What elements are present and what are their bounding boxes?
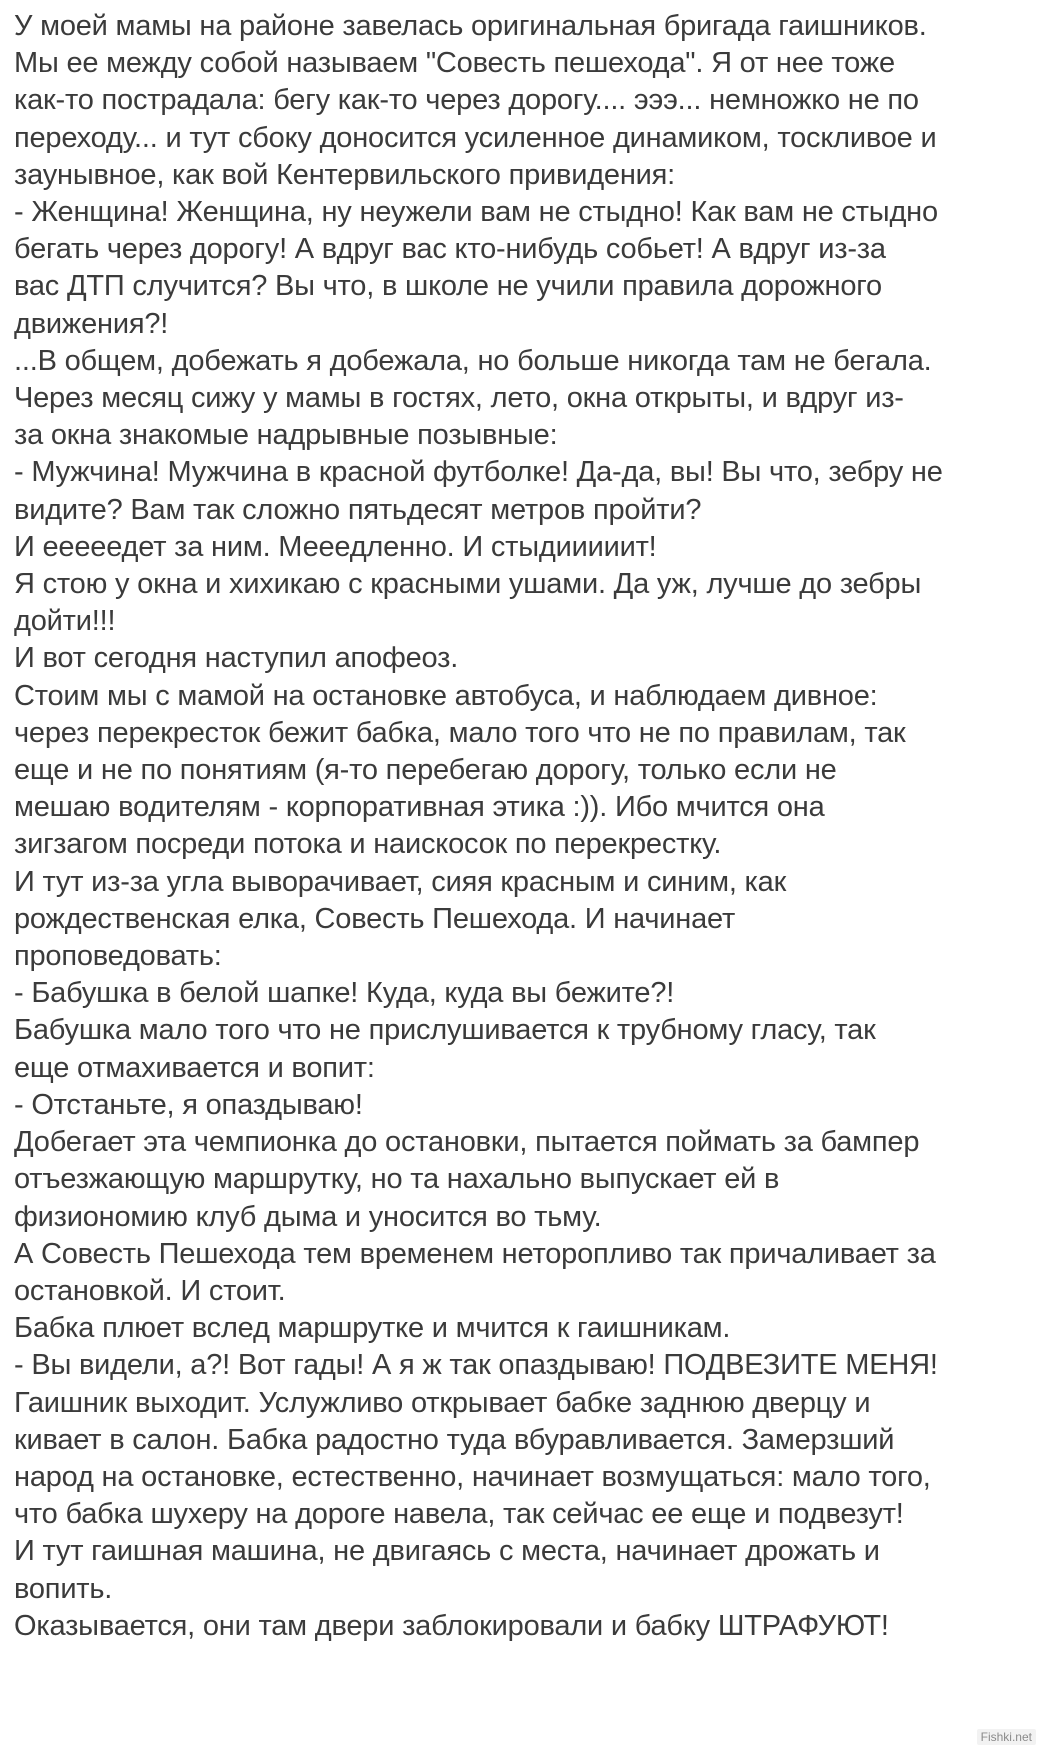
- text-line: Добегает эта чемпионка до остановки, пытается поймать за бампер: [14, 1126, 920, 1159]
- text-line: Мы ее между собой называем "Совесть пешехода". Я от нее тоже: [14, 47, 895, 80]
- text-line: ...В общем, добежать я добежала, но больше никогда там не бегала.: [14, 344, 932, 377]
- text-line: заунывное, как вой Кентервильского привидения:: [14, 158, 676, 191]
- text-line: бегать через дорогу! А вдруг вас кто-нибудь собьет! А вдруг из-за: [14, 233, 886, 266]
- text-line: отъезжающую маршрутку, но та нахально выпускает ей в: [14, 1163, 780, 1196]
- text-line: рождественская елка, Совесть Пешехода. И начинает: [14, 902, 736, 935]
- story-text: [14, 8, 1034, 1682]
- text-line: остановкой. И стоит.: [14, 1274, 286, 1307]
- text-line: - Отстаньте, я опаздываю!: [14, 1088, 363, 1121]
- text-line: кивает в салон. Бабка радостно туда вбуравливается. Замерзший: [14, 1423, 895, 1456]
- text-line: Бабка плюет вслед маршрутке и мчится к гаишникам.: [14, 1312, 731, 1345]
- text-line: Я стою у окна и хихикаю с красными ушами. Да уж, лучше до зебры: [14, 568, 922, 601]
- text-line: Через месяц сижу у мамы в гостях, лето, окна открыты, и вдруг из-: [14, 382, 904, 415]
- text-line: И вот сегодня наступил апофеоз.: [14, 642, 459, 675]
- text-line: вопить.: [14, 1572, 113, 1605]
- text-line: как-то пострадала: бегу как-то через дорогу.... эээ... немножко не по: [14, 84, 919, 117]
- text-line: народ на остановке, естественно, начинает возмущаться: мало того,: [14, 1460, 931, 1493]
- text-line: Оказывается, они там двери заблокировали и бабку ШТРАФУЮТ!: [14, 1609, 889, 1642]
- text-line: за окна знакомые надрывные позывные:: [14, 419, 558, 452]
- text-line: - Бабушка в белой шапке! Куда, куда вы бежите?!: [14, 977, 675, 1010]
- text-line: У моей мамы на районе завелась оригинальная бригада гаишников.: [14, 10, 927, 42]
- text-line: что бабка шухеру на дороге навела, так сейчас ее еще и подвезут!: [14, 1498, 904, 1531]
- text-line: переходу... и тут сбоку доносится усиленное динамиком, тоскливое и: [14, 121, 937, 154]
- text-line: дойти!!!: [14, 605, 116, 638]
- text-line: Гаишник выходит. Услужливо открывает бабке заднюю дверцу и: [14, 1386, 871, 1419]
- text-line: И тут гаишная машина, не двигаясь с места, начинает дрожать и: [14, 1535, 880, 1568]
- text-line: еще отмахивается и вопит:: [14, 1051, 375, 1084]
- text-line: - Мужчина! Мужчина в красной футболке! Да-да, вы! Вы что, зебру не: [14, 456, 943, 489]
- text-line: физиономию клуб дыма и уносится во тьму.: [14, 1200, 602, 1233]
- text-line: И ееееедет за ним. Мееедленно. И стыдииииит!: [14, 530, 657, 563]
- text-line: видите? Вам так сложно пятьдесят метров пройти?: [14, 493, 702, 526]
- watermark: Fishki.net: [977, 1729, 1036, 1745]
- text-line: вас ДТП случится? Вы что, в школе не учили правила дорожного: [14, 270, 882, 303]
- text-line: мешаю водителям - корпоративная этика :)). Ибо мчится она: [14, 791, 825, 824]
- text-line: И тут из-за угла выворачивает, сияя красным и синим, как: [14, 865, 787, 898]
- text-line: проповедовать:: [14, 940, 222, 973]
- text-line: Бабушка мало того что не прислушивается к трубному гласу, так: [14, 1014, 876, 1047]
- blank-line: [14, 1645, 1034, 1682]
- text-line: зигзагом посреди потока и наискосок по перекрестку.: [14, 828, 722, 861]
- text-line: - Женщина! Женщина, ну неужели вам не стыдно! Как вам не стыдно: [14, 196, 938, 229]
- text-line: Стоим мы с мамой на остановке автобуса, и наблюдаем дивное:: [14, 679, 878, 712]
- text-line: через перекресток бежит бабка, мало того что не по правилам, так: [14, 716, 906, 749]
- text-line: движения?!: [14, 307, 169, 340]
- text-line: А Совесть Пешехода тем временем неторопливо так причаливает за: [14, 1237, 936, 1270]
- text-line: еще и не по понятиям (я-то перебегаю дорогу, только если не: [14, 754, 837, 787]
- text-line: - Вы видели, а?! Вот гады! А я ж так опаздываю! ПОДВЕЗИТЕ МЕНЯ!: [14, 1349, 938, 1382]
